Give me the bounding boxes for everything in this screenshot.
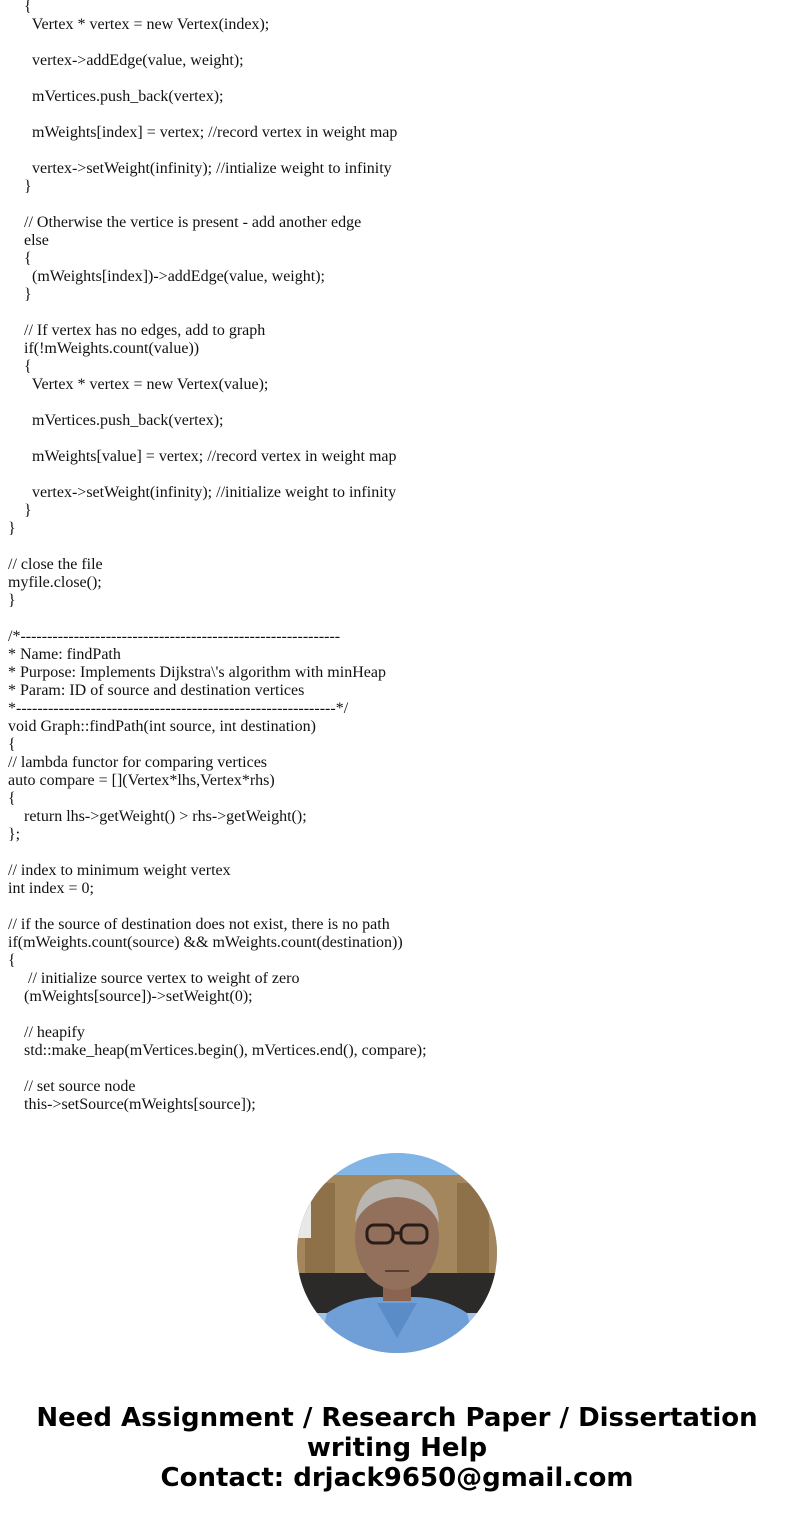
promo-subheadline: writing Help xyxy=(306,1433,488,1463)
code-line: // if the source of destination does not exist, there is no path xyxy=(8,916,390,933)
code-line: // heapify xyxy=(8,1024,85,1041)
code-line: myfile.close(); xyxy=(8,574,102,591)
code-line xyxy=(8,34,427,52)
code-line: { xyxy=(8,358,32,375)
code-line: { xyxy=(8,0,32,15)
code-line: // set source node xyxy=(8,1078,136,1095)
code-line xyxy=(8,1060,427,1078)
code-line: Vertex * vertex = new Vertex(index); xyxy=(8,16,270,33)
code-line xyxy=(8,610,427,628)
code-line: (mWeights[index])->addEdge(value, weight); xyxy=(8,268,325,285)
code-line: if(!mWeights.count(value)) xyxy=(8,340,200,357)
code-line: // If vertex has no edges, add to graph xyxy=(8,322,266,339)
code-line: mVertices.push_back(vertex); xyxy=(8,88,224,105)
code-line: // Otherwise the vertice is present - add another edge xyxy=(8,214,362,231)
code-line xyxy=(8,196,427,214)
promo-headline: Need Assignment / Research Paper / Dissertation xyxy=(36,1403,758,1433)
code-line xyxy=(8,70,427,88)
code-line: * Param: ID of source and destination vertices xyxy=(8,682,305,699)
code-line: int index = 0; xyxy=(8,880,94,897)
code-line: *------------------------------------------------------------*/ xyxy=(8,700,349,717)
code-line: { xyxy=(8,250,32,267)
code-line xyxy=(8,844,427,862)
code-line: * Name: findPath xyxy=(8,646,121,663)
code-line xyxy=(8,142,427,160)
code-block xyxy=(8,0,427,1114)
code-line xyxy=(8,466,427,484)
code-line: } xyxy=(8,502,32,519)
code-line: } xyxy=(8,592,16,609)
code-line: this->setSource(mWeights[source]); xyxy=(8,1096,256,1113)
code-line: vertex->setWeight(infinity); //initialize weight to infinity xyxy=(8,484,397,501)
code-line: mWeights[value] = vertex; //record vertex in weight map xyxy=(8,448,397,465)
code-line xyxy=(8,430,427,448)
code-line xyxy=(8,394,427,412)
promo-contact: Contact: drjack9650@gmail.com xyxy=(160,1463,634,1493)
code-line: { xyxy=(8,790,16,807)
code-line: else xyxy=(8,232,49,249)
code-line: vertex->setWeight(infinity); //intialize weight to infinity xyxy=(8,160,392,177)
code-line: // lambda functor for comparing vertices xyxy=(8,754,268,771)
code-line: // index to minimum weight vertex xyxy=(8,862,231,879)
code-line: Vertex * vertex = new Vertex(value); xyxy=(8,376,269,393)
code-line: /*------------------------------------------------------------ xyxy=(8,628,341,645)
code-line xyxy=(8,538,427,556)
code-line: if(mWeights.count(source) && mWeights.count(destination)) xyxy=(8,934,403,951)
code-line: return lhs->getWeight() > rhs->getWeight(); xyxy=(8,808,307,825)
author-avatar xyxy=(297,1153,497,1353)
code-line: mWeights[index] = vertex; //record vertex in weight map xyxy=(8,124,398,141)
code-line xyxy=(8,304,427,322)
code-line: (mWeights[source])->setWeight(0); xyxy=(8,988,253,1005)
code-line: // initialize source vertex to weight of zero xyxy=(8,970,300,987)
promo-banner xyxy=(0,1403,794,1493)
code-line: { xyxy=(8,952,16,969)
person-photo-icon xyxy=(297,1153,497,1353)
code-line: }; xyxy=(8,826,21,843)
code-line: std::make_heap(mVertices.begin(), mVertices.end(), compare); xyxy=(8,1042,427,1059)
code-line: } xyxy=(8,286,32,303)
code-line xyxy=(8,1006,427,1024)
code-line: } xyxy=(8,178,32,195)
code-line: // close the file xyxy=(8,556,103,573)
code-line xyxy=(8,106,427,124)
code-line xyxy=(8,898,427,916)
code-line: auto compare = [](Vertex*lhs,Vertex*rhs) xyxy=(8,772,275,789)
code-line: void Graph::findPath(int source, int destination) xyxy=(8,718,316,735)
code-line: vertex->addEdge(value, weight); xyxy=(8,52,244,69)
code-line: mVertices.push_back(vertex); xyxy=(8,412,224,429)
code-line: } xyxy=(8,520,16,537)
code-line: { xyxy=(8,736,16,753)
code-line: * Purpose: Implements Dijkstra\'s algorithm with minHeap xyxy=(8,664,386,681)
